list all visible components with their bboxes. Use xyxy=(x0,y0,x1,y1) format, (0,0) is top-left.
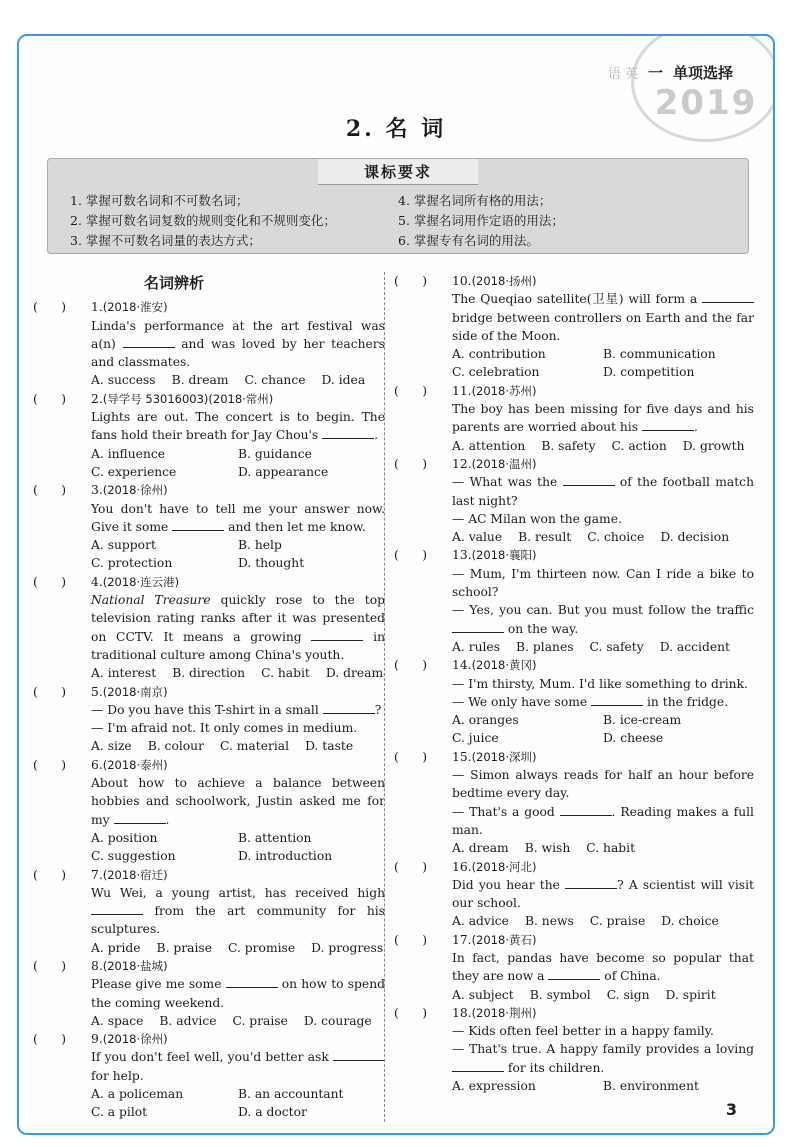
answer-option[interactable]: D. taste xyxy=(305,739,354,754)
answer-bracket[interactable]: ( ) xyxy=(33,391,67,406)
question-source: (2018·徐州) xyxy=(102,483,168,498)
answer-bracket[interactable]: ( ) xyxy=(33,757,67,772)
answer-option[interactable]: D. appearance xyxy=(238,464,329,479)
question-number: 2. xyxy=(91,391,103,406)
answer-bracket[interactable]: ( ) xyxy=(394,548,428,563)
question-text: In fact, pandas have become so popular that they are now a of China. xyxy=(452,950,754,984)
answer-option[interactable]: C. promise xyxy=(228,940,296,955)
question-text: Please give me some on how to spend the coming weekend. xyxy=(91,977,385,1010)
answer-blank[interactable] xyxy=(226,976,278,988)
header-section: 单项选择 xyxy=(672,64,733,82)
requirement-item: 1. 掌握可数名词和不可数名词； xyxy=(70,193,249,208)
answer-option[interactable]: B. advice xyxy=(159,1013,217,1028)
page-number: 3 xyxy=(725,1100,737,1119)
answer-option[interactable]: B. symbol xyxy=(529,987,591,1002)
question-header xyxy=(394,1004,754,1022)
answer-option[interactable]: A. success xyxy=(91,373,156,388)
requirement-item: 6. 掌握专有名词的用法。 xyxy=(398,233,539,248)
question-text: Wu Wei, a young artist, has received high from the art community for his sculptures. xyxy=(91,885,385,937)
answer-option[interactable]: B. colour xyxy=(147,739,204,754)
answer-options xyxy=(33,939,385,957)
answer-option[interactable]: D. dream xyxy=(325,666,384,681)
question-item xyxy=(394,1004,754,1095)
answer-blank[interactable] xyxy=(452,621,504,633)
question-source: (2018·荆州) xyxy=(471,1005,537,1020)
question-text: — Kids often feel better in a happy family. xyxy=(452,1024,714,1039)
answer-bracket[interactable]: ( ) xyxy=(394,456,428,471)
answer-option[interactable]: A. position xyxy=(91,830,158,845)
answer-option[interactable]: A. advice xyxy=(452,914,509,929)
question-number: 3. xyxy=(91,483,103,498)
question-text: National Treasure quickly rose to the top television rating ranks after it was presented on CCTV. It means a growing in traditional culture among China's youth. xyxy=(91,593,386,662)
answer-blank[interactable] xyxy=(702,291,754,303)
question-source: (2018·扬州) xyxy=(471,274,537,288)
header-dash: 一 xyxy=(647,64,663,82)
answer-option[interactable]: D. decision xyxy=(660,530,730,545)
question-text: — What was the of the football match last night? xyxy=(452,475,754,508)
question-number: 10. xyxy=(452,274,472,288)
answer-blank[interactable] xyxy=(560,804,612,816)
answer-options xyxy=(33,1085,385,1122)
left-column xyxy=(33,272,385,1122)
answer-option[interactable]: C. safety xyxy=(589,639,644,654)
answer-bracket[interactable]: ( ) xyxy=(394,383,428,398)
right-column xyxy=(394,272,754,1095)
requirements-left xyxy=(70,191,336,251)
question-item xyxy=(394,455,754,546)
answer-bracket[interactable]: ( ) xyxy=(394,932,428,947)
question-number: 5. xyxy=(91,684,103,699)
question-item xyxy=(33,866,385,957)
answer-option[interactable]: D. choice xyxy=(661,914,719,929)
answer-blank[interactable] xyxy=(563,474,615,486)
answer-bracket[interactable]: ( ) xyxy=(33,958,67,973)
answer-option[interactable]: D. introduction xyxy=(238,849,333,864)
question-source: (2018·温州) xyxy=(471,456,537,471)
question-header xyxy=(394,748,754,766)
question-text-line2: — That's a good . Reading makes a full man. xyxy=(452,804,754,837)
answer-blank[interactable] xyxy=(123,336,175,348)
question-number: 7. xyxy=(91,867,103,882)
answer-options xyxy=(33,371,385,389)
question-item xyxy=(33,298,385,389)
requirements-heading: 课标要求 xyxy=(318,159,478,185)
answer-option[interactable]: D. accident xyxy=(659,639,730,654)
answer-option[interactable]: B. ice-cream xyxy=(603,713,682,728)
answer-blank[interactable] xyxy=(548,968,600,980)
question-text: — Mum, I'm thirteen now. Can I ride a bike to school? xyxy=(452,566,754,600)
question-header xyxy=(394,455,754,473)
answer-option[interactable]: D. competition xyxy=(603,365,695,380)
answer-option[interactable]: C. sign xyxy=(606,987,650,1002)
answer-options xyxy=(33,664,385,682)
answer-option[interactable]: D. a doctor xyxy=(238,1105,307,1120)
answer-option[interactable]: D. spirit xyxy=(665,987,716,1002)
page-header xyxy=(608,62,733,83)
answer-option[interactable]: C. material xyxy=(219,739,290,754)
question-number: 17. xyxy=(452,932,472,947)
question-source: (2018·河北) xyxy=(471,859,537,874)
answer-option[interactable]: B. news xyxy=(524,914,574,929)
answer-option[interactable]: D. cheese xyxy=(603,731,664,746)
column-divider xyxy=(384,272,385,1122)
answer-options xyxy=(33,829,385,866)
answer-bracket[interactable]: ( ) xyxy=(33,867,67,882)
question-text-line2: — AC Milan won the game. xyxy=(452,511,622,526)
answer-bracket[interactable]: ( ) xyxy=(394,859,428,874)
answer-blank[interactable] xyxy=(452,1060,504,1072)
requirement-item: 4. 掌握名词所有格的用法； xyxy=(398,193,552,208)
answer-options xyxy=(33,1012,385,1030)
question-text: About how to achieve a balance between hobbies and schoolwork, Justin asked me for my . xyxy=(91,776,385,827)
answer-blank[interactable] xyxy=(114,812,166,824)
answer-option[interactable]: C. protection xyxy=(91,556,173,571)
answer-bracket[interactable]: ( ) xyxy=(394,749,428,764)
answer-option[interactable]: D. progress xyxy=(311,940,384,955)
answer-blank[interactable] xyxy=(333,1049,385,1061)
question-item xyxy=(33,957,385,1030)
question-header xyxy=(394,858,754,876)
answer-option[interactable]: B. wish xyxy=(524,841,571,856)
question-source: (2018·徐州) xyxy=(102,1032,168,1047)
question-header xyxy=(33,298,385,316)
question-number: 11. xyxy=(452,383,472,398)
question-header xyxy=(33,481,385,499)
answer-bracket[interactable]: ( ) xyxy=(33,300,67,315)
answer-options xyxy=(394,437,754,455)
question-text: Linda's performance at the art festival was a(n) and was loved by her teachers and classmates. xyxy=(91,318,385,370)
requirements-right xyxy=(398,191,564,251)
answer-option[interactable]: C. praise xyxy=(589,914,646,929)
question-item xyxy=(33,390,385,481)
question-header xyxy=(33,957,385,975)
answer-bracket[interactable]: ( ) xyxy=(33,574,67,589)
header-faint-text: 语 英 xyxy=(607,67,638,82)
question-header xyxy=(33,390,385,408)
answer-option[interactable]: A. value xyxy=(452,530,503,545)
question-number: 16. xyxy=(452,859,472,874)
question-item xyxy=(394,858,754,931)
answer-bracket[interactable]: ( ) xyxy=(33,483,67,498)
answer-option[interactable]: B. guidance xyxy=(238,446,312,461)
answer-option[interactable]: C. experience xyxy=(91,464,177,479)
answer-option[interactable]: A. expression xyxy=(452,1079,536,1094)
question-text: The Queqiao satellite(卫星) will form a bridge between controllers on Earth and the far side of the Moon. xyxy=(452,292,754,343)
answer-blank[interactable] xyxy=(172,519,224,531)
question-source: (2018·黄冈) xyxy=(471,658,537,673)
answer-option[interactable]: A. attention xyxy=(452,438,526,453)
page-frame xyxy=(17,34,775,1135)
question-header xyxy=(394,931,754,949)
question-header xyxy=(33,756,385,774)
question-text: Did you hear the ? A scientist will visit our school. xyxy=(452,877,754,911)
question-item xyxy=(33,481,385,572)
answer-option[interactable]: C. habit xyxy=(261,666,310,681)
answer-option[interactable]: C. action xyxy=(611,438,667,453)
question-item xyxy=(33,1030,385,1121)
answer-options xyxy=(394,711,754,748)
answer-blank[interactable] xyxy=(323,702,375,714)
question-text: — Do you have this T-shirt in a small ? xyxy=(91,702,382,717)
answer-option[interactable]: B. help xyxy=(238,538,282,553)
answer-option[interactable]: C. habit xyxy=(586,841,636,856)
answer-blank[interactable] xyxy=(322,427,374,439)
answer-option[interactable]: C. juice xyxy=(452,731,499,746)
question-number: 9. xyxy=(91,1032,103,1047)
question-text: Lights are out. The concert is to begin. The fans hold their breath for Jay Chou's . xyxy=(91,410,385,443)
question-number: 12. xyxy=(452,456,472,471)
answer-options xyxy=(394,1077,754,1095)
answer-options xyxy=(394,345,754,382)
question-number: 13. xyxy=(452,548,472,563)
answer-option[interactable]: A. dream xyxy=(452,841,509,856)
question-item xyxy=(394,382,754,455)
requirement-item: 2. 掌握可数名词复数的规则变化和不规则变化； xyxy=(70,213,336,228)
question-header xyxy=(33,866,385,884)
question-header xyxy=(33,1030,385,1048)
question-text: — Simon always reads for half an hour before bedtime every day. xyxy=(452,768,754,801)
right-question-list xyxy=(394,272,754,1095)
question-source: (导学号 53016003)(2018·常州) xyxy=(102,391,274,406)
answer-option[interactable]: A. oranges xyxy=(452,713,519,728)
question-source: (2018·宿迁) xyxy=(102,867,168,882)
question-text-line2: — We only have some in the fridge. xyxy=(452,694,729,709)
question-item xyxy=(394,546,754,656)
section-title: 名词辨析 xyxy=(143,274,204,292)
answer-option[interactable]: B. environment xyxy=(603,1079,699,1094)
answer-option[interactable]: A. contribution xyxy=(452,347,546,362)
question-text: — I'm thirsty, Mum. I'd like something to drink. xyxy=(452,676,748,691)
question-number: 8. xyxy=(91,958,103,973)
answer-bracket[interactable]: ( ) xyxy=(394,658,428,673)
question-header xyxy=(394,382,754,400)
answer-option[interactable]: A. subject xyxy=(452,987,514,1002)
answer-option[interactable]: C. suggestion xyxy=(91,849,176,864)
question-source: (2018·淮安) xyxy=(102,300,168,315)
answer-option[interactable]: B. dream xyxy=(171,373,229,388)
question-header xyxy=(394,546,754,564)
question-source: (2018·南京) xyxy=(102,684,168,699)
answer-option[interactable]: C. celebration xyxy=(452,365,540,380)
question-number: 18. xyxy=(452,1005,472,1020)
answer-options xyxy=(394,986,754,1004)
requirement-item: 5. 掌握名词用作定语的用法； xyxy=(398,213,564,228)
answer-option[interactable]: D. courage xyxy=(303,1013,372,1028)
answer-blank[interactable] xyxy=(311,629,363,641)
question-item xyxy=(33,683,385,756)
requirements-box xyxy=(47,158,749,254)
answer-option[interactable]: C. a pilot xyxy=(91,1105,148,1120)
answer-option[interactable]: B. communication xyxy=(603,347,716,362)
answer-blank[interactable] xyxy=(565,877,617,889)
answer-option[interactable]: B. direction xyxy=(172,666,246,681)
answer-blank[interactable] xyxy=(642,419,694,431)
answer-option[interactable]: B. an accountant xyxy=(238,1087,344,1102)
question-number: 4. xyxy=(91,574,103,589)
answer-option[interactable]: B. praise xyxy=(156,940,212,955)
answer-option[interactable]: D. growth xyxy=(682,438,745,453)
answer-bracket[interactable]: ( ) xyxy=(33,1032,67,1047)
question-item xyxy=(394,748,754,858)
question-text-line2: — That's true. A happy family provides a loving for its children. xyxy=(452,1042,754,1075)
question-text: You don't have to tell me your answer now. Give it some and then let me know. xyxy=(91,501,385,534)
question-item xyxy=(33,573,385,683)
answer-option[interactable]: A. space xyxy=(91,1013,144,1028)
answer-options xyxy=(33,737,385,755)
question-number: 1. xyxy=(91,300,103,315)
question-source: (2018·盐城) xyxy=(102,958,168,973)
question-item xyxy=(394,931,754,1004)
question-item xyxy=(33,756,385,866)
question-source: (2018·连云港) xyxy=(102,574,180,589)
question-source: (2018·襄阳) xyxy=(471,548,537,563)
question-number: 6. xyxy=(91,757,103,772)
question-header xyxy=(33,683,385,701)
answer-option[interactable]: A. influence xyxy=(91,446,166,461)
answer-options xyxy=(394,912,754,930)
question-header xyxy=(394,272,754,290)
answer-bracket[interactable]: ( ) xyxy=(394,274,428,288)
stamp-year: 2019 xyxy=(654,83,758,123)
answer-option[interactable]: A. rules xyxy=(452,639,501,654)
question-header xyxy=(33,573,385,591)
answer-options xyxy=(394,839,754,857)
answer-option[interactable]: D. idea xyxy=(321,373,366,388)
answer-option[interactable]: B. attention xyxy=(238,830,312,845)
question-number: 14. xyxy=(452,658,472,673)
answer-option[interactable]: A. size xyxy=(91,739,132,754)
answer-option[interactable]: B. planes xyxy=(516,639,574,654)
answer-option[interactable]: A. pride xyxy=(91,940,141,955)
answer-options xyxy=(33,536,385,573)
chapter-title: 2. 名 词 xyxy=(345,116,447,142)
answer-option[interactable]: C. chance xyxy=(244,373,306,388)
left-question-list xyxy=(33,298,385,1121)
answer-options xyxy=(33,445,385,482)
question-number: 15. xyxy=(452,749,472,764)
answer-options xyxy=(394,638,754,656)
question-header xyxy=(394,656,754,674)
question-source: (2018·泰州) xyxy=(102,757,168,772)
answer-option[interactable]: D. thought xyxy=(238,556,305,571)
answer-option[interactable]: A. a policeman xyxy=(91,1087,184,1102)
answer-blank[interactable] xyxy=(591,694,643,706)
answer-bracket[interactable]: ( ) xyxy=(394,1005,428,1020)
question-source: (2018·黄石) xyxy=(471,932,537,947)
question-source: (2018·苏州) xyxy=(471,383,537,398)
question-italic-title: National Treasure xyxy=(91,593,211,608)
answer-option[interactable]: A. support xyxy=(91,538,156,553)
question-source: (2018·深圳) xyxy=(471,749,537,764)
answer-option[interactable]: C. choice xyxy=(587,530,645,545)
answer-blank[interactable] xyxy=(91,903,143,915)
requirement-item: 3. 掌握不可数名词量的表达方式； xyxy=(70,233,261,248)
answer-options xyxy=(394,528,754,546)
answer-option[interactable]: B. safety xyxy=(541,438,596,453)
question-text-line2: — I'm afraid not. It only comes in medium. xyxy=(91,721,358,736)
question-text-line2: — Yes, you can. But you must follow the traffic on the way. xyxy=(452,603,754,636)
answer-option[interactable]: B. result xyxy=(518,530,572,545)
question-item xyxy=(394,656,754,747)
question-text: If you don't feel well, you'd better ask for help. xyxy=(33,1048,385,1085)
answer-option[interactable]: A. interest xyxy=(91,666,157,681)
question-text: The boy has been missing for five days and his parents are worried about his . xyxy=(452,402,754,435)
answer-option[interactable]: C. praise xyxy=(232,1013,288,1028)
answer-bracket[interactable]: ( ) xyxy=(33,684,67,699)
question-item xyxy=(394,272,754,382)
